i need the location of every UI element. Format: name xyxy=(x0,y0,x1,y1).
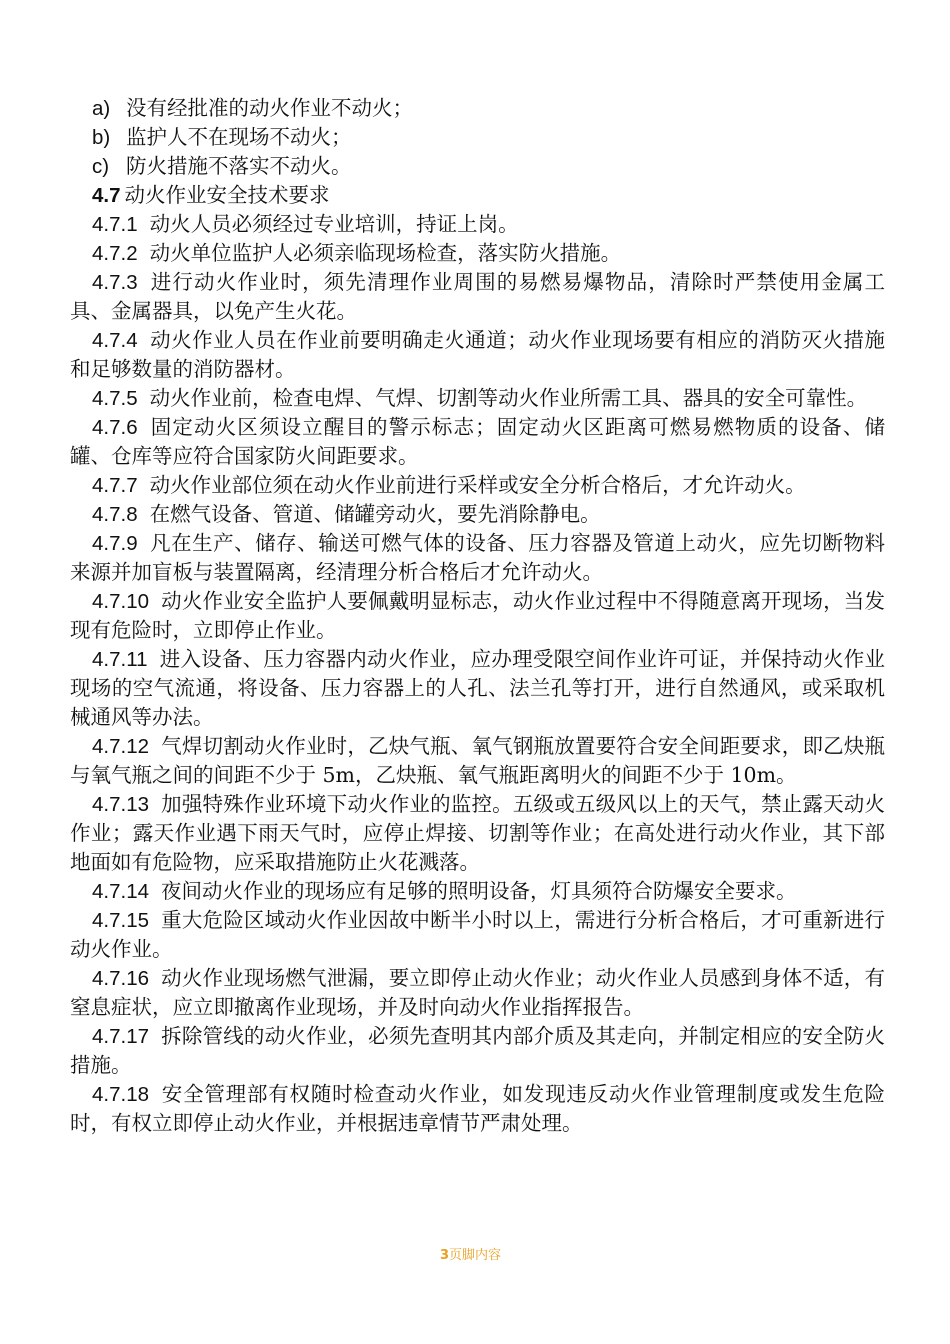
list-item xyxy=(70,123,885,152)
clause-text: 动火人员必须经过专业培训，持证上岗。 xyxy=(149,212,519,236)
clause-text: 在燃气设备、管道、储罐旁动火，要先消除静电。 xyxy=(149,502,601,526)
section-number: 4.7 xyxy=(92,184,121,207)
clause-number: 4.7.8 xyxy=(92,503,138,526)
list-label: c) xyxy=(92,155,110,178)
clause xyxy=(70,268,885,326)
clause-text: 动火作业前，检查电焊、气焊、切割等动火作业所需工具、器具的安全可靠性。 xyxy=(149,386,868,410)
clause xyxy=(70,413,885,471)
clause-text: 安全管理部有权随时检查动火作业，如发现违反动火作业管理制度或发生危险时，有权立即停止动火作业，并根据违章情节严肃处理。 xyxy=(70,1082,885,1135)
clause xyxy=(70,529,885,587)
clause-text: 动火作业人员在作业前要明确走火通道；动火作业现场要有相应的消防灭火措施和足够数量的消防器材。 xyxy=(70,328,885,381)
clause-number: 4.7.17 xyxy=(92,1025,149,1048)
clause-number: 4.7.7 xyxy=(92,474,138,497)
clause xyxy=(70,587,885,645)
clause xyxy=(70,790,885,877)
clause-number: 4.7.5 xyxy=(92,387,138,410)
clause-number: 4.7.14 xyxy=(92,880,149,903)
clause-text: 进入设备、压力容器内动火作业，应办理受限空间作业许可证，并保持动火作业现场的空气流通，将设备、压力容器上的人孔、法兰孔等打开，进行自然通风，或采取机械通风等办法。 xyxy=(70,647,885,729)
clause xyxy=(70,1022,885,1080)
clause-number: 4.7.9 xyxy=(92,532,138,555)
list-text: 没有经批准的动火作业不动火； xyxy=(126,96,413,120)
clause xyxy=(70,326,885,384)
page-number: 3 xyxy=(440,1248,450,1263)
clause-text: 气焊切割动火作业时，乙炔气瓶、氧气钢瓶放置要符合安全间距要求，即乙炔瓶与氧气瓶之间的间距不少于 5m，乙炔瓶、氧气瓶距离明火的间距不少于 10m。 xyxy=(70,734,885,787)
clause-number: 4.7.2 xyxy=(92,242,138,265)
clause-number: 4.7.18 xyxy=(92,1083,149,1106)
list-label: b) xyxy=(92,126,111,149)
clause-text: 凡在生产、储存、输送可燃气体的设备、压力容器及管道上动火，应先切断物料来源并加盲板与装置隔离，经清理分析合格后才允许动火。 xyxy=(70,531,885,584)
clause xyxy=(70,384,885,413)
clause-number: 4.7.15 xyxy=(92,909,149,932)
document-body xyxy=(70,94,885,1138)
clause xyxy=(70,906,885,964)
footer-text: 页脚内容 xyxy=(449,1248,502,1263)
clause xyxy=(70,645,885,732)
clause-text: 动火单位监护人必须亲临现场检查，落实防火措施。 xyxy=(149,241,622,265)
clause xyxy=(70,239,885,268)
clause-text: 固定动火区须设立醒目的警示标志；固定动火区距离可燃易燃物质的设备、储罐、仓库等应符合国家防火间距要求。 xyxy=(70,415,885,468)
clause xyxy=(70,732,885,790)
clause xyxy=(70,210,885,239)
clause-text: 夜间动火作业的现场应有足够的照明设备，灯具须符合防爆安全要求。 xyxy=(161,879,797,903)
list-item xyxy=(70,94,885,123)
clause-text: 拆除管线的动火作业，必须先查明其内部介质及其走向，并制定相应的安全防火措施。 xyxy=(70,1024,885,1077)
clause-number: 4.7.6 xyxy=(92,416,138,439)
list-text: 监护人不在现场不动火； xyxy=(126,125,352,149)
clause xyxy=(70,964,885,1022)
clause-number: 4.7.16 xyxy=(92,967,149,990)
clause xyxy=(70,471,885,500)
section-heading xyxy=(70,181,885,210)
clause xyxy=(70,1080,885,1138)
clause-text: 动火作业现场燃气泄漏，要立即停止动火作业；动火作业人员感到身体不适，有窒息症状，应立即撤离作业现场，并及时向动火作业指挥报告。 xyxy=(70,966,885,1019)
clause-text: 动火作业安全监护人要佩戴明显标志，动火作业过程中不得随意离开现场，当发现有危险时，立即停止作业。 xyxy=(70,589,885,642)
clause-text: 重大危险区域动火作业因故中断半小时以上，需进行分析合格后，才可重新进行动火作业。 xyxy=(70,908,885,961)
principle-list xyxy=(70,94,885,181)
clause-number: 4.7.4 xyxy=(92,329,138,352)
clause xyxy=(70,500,885,529)
page-footer xyxy=(440,1245,512,1267)
clause xyxy=(70,877,885,906)
clause-text: 动火作业部位须在动火作业前进行采样或安全分析合格后，才允许动火。 xyxy=(149,473,806,497)
list-text: 防火措施不落实不动火。 xyxy=(126,154,352,178)
clause-number: 4.7.3 xyxy=(92,271,138,294)
clause-text: 加强特殊作业环境下动火作业的监控。五级或五级风以上的天气，禁止露天动火作业；露天作业遇下雨天气时，应停止焊接、切割等作业；在高处进行动火作业，其下部地面如有危险物，应采取措施防止火花溅落。 xyxy=(70,792,885,874)
list-item xyxy=(70,152,885,181)
clause-number: 4.7.1 xyxy=(92,213,138,236)
clause-number: 4.7.13 xyxy=(92,793,149,816)
clause-number: 4.7.12 xyxy=(92,735,149,758)
clause-number: 4.7.11 xyxy=(92,648,148,671)
clause-text: 进行动火作业时，须先清理作业周围的易燃易爆物品，清除时严禁使用金属工具、金属器具，以免产生火花。 xyxy=(70,270,885,323)
list-label: a) xyxy=(92,97,111,120)
clause-number: 4.7.10 xyxy=(92,590,149,613)
section-title: 动火作业安全技术要求 xyxy=(124,183,330,207)
